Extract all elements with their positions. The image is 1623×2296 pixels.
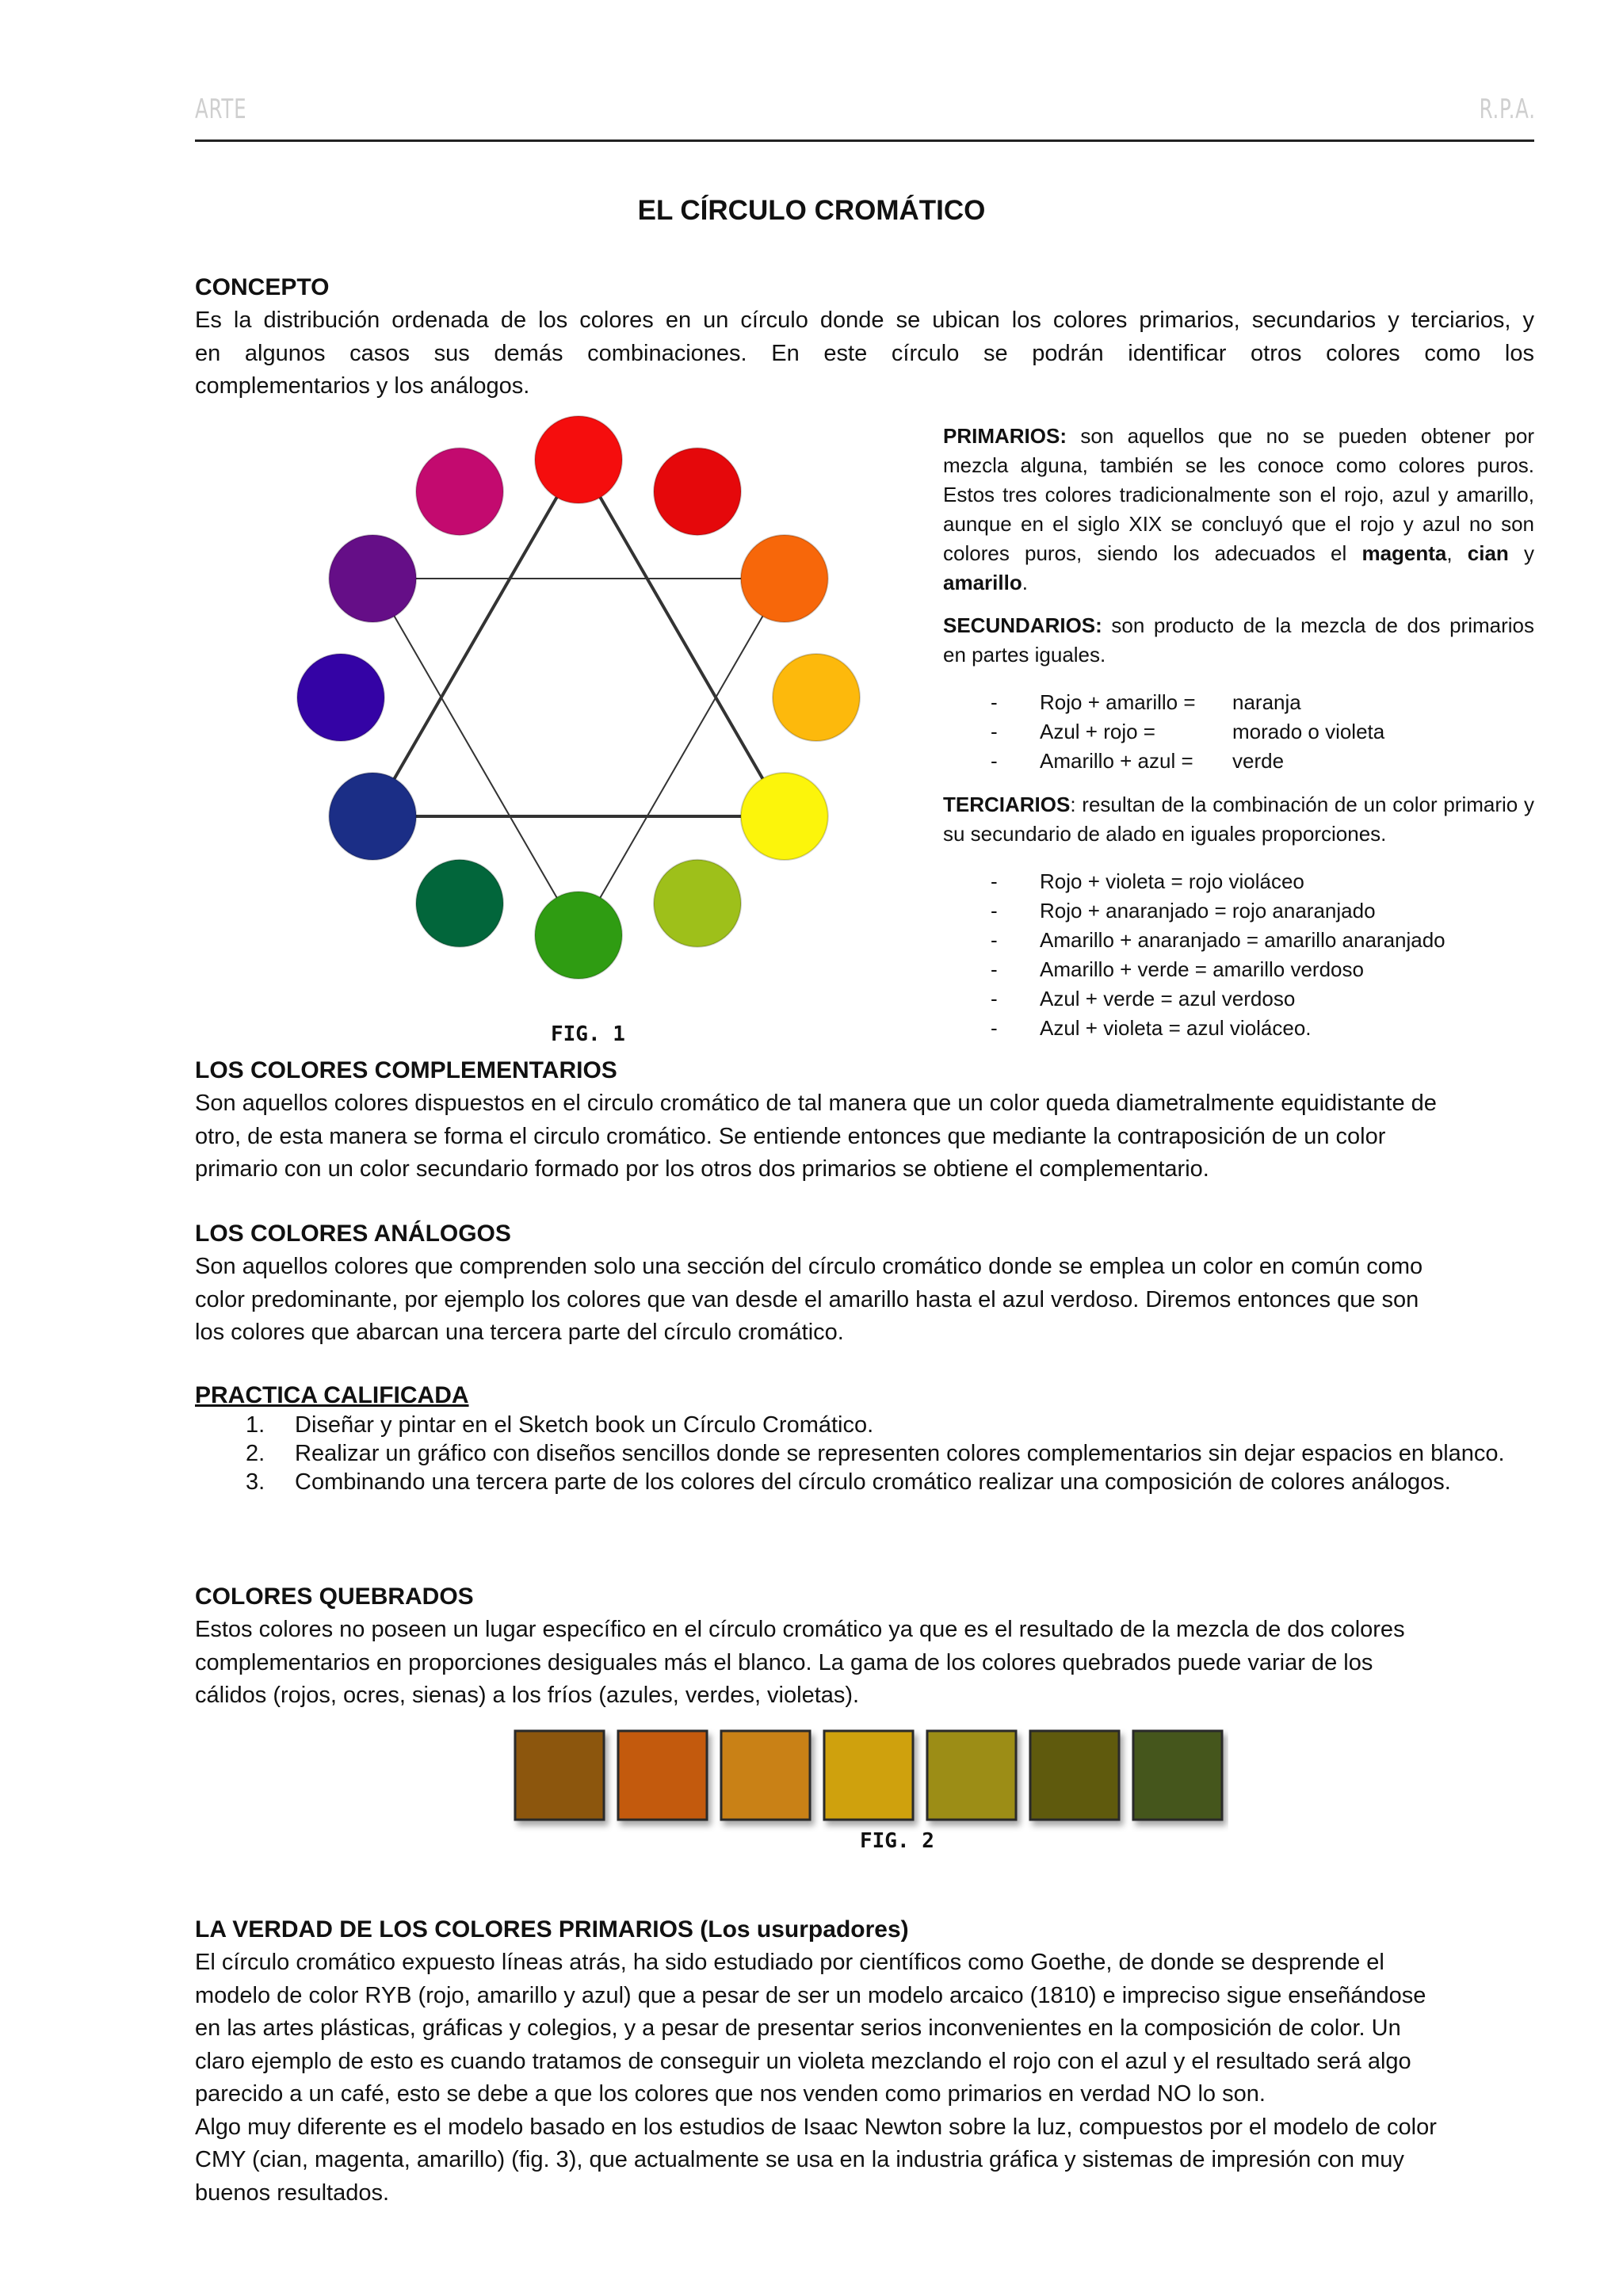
mix-formula: Rojo + violeta = rojo violáceo: [1040, 869, 1304, 893]
page-title: EL CÍRCULO CROMÁTICO: [637, 195, 986, 226]
primarios-y: y: [1508, 541, 1534, 565]
verdad-line: El círculo cromático expuesto líneas atrás, ha sido estudiado por científicos como Goethe, de donde se desprende el: [195, 1950, 1384, 1975]
color-circle: [741, 773, 828, 860]
quebrados-heading: COLORES QUEBRADOS: [195, 1584, 474, 1610]
analogos-paragraph: [195, 1251, 1534, 1350]
quebrados-paragraph: [195, 1614, 1534, 1713]
list-dash: -: [991, 987, 998, 1010]
list-dash: -: [991, 690, 998, 714]
secundarios-label: SECUNDARIOS:: [943, 613, 1102, 637]
list-item: [214, 1439, 1534, 1468]
quebrados-line: cálidos (rojos, ocres, sienas) a los fríos (azules, verdes, violetas).: [195, 1683, 860, 1708]
secundarios-paragraph: [943, 611, 1534, 670]
primarios-label: PRIMARIOS:: [943, 424, 1067, 448]
practica-list: [214, 1411, 1534, 1496]
item-text: Diseñar y pintar en el Sketch book un Círculo Cromático.: [295, 1412, 874, 1438]
list-dash: -: [991, 720, 998, 743]
mix-formula: Azul + violeta = azul violáceo.: [1040, 1016, 1312, 1040]
broken-colors-swatches: [499, 1720, 1228, 1847]
color-circles: [297, 416, 860, 979]
mix-formula: Rojo + amarillo =: [1040, 690, 1196, 714]
concepto-paragraph: [195, 304, 1534, 403]
analogos-line: los colores que abarcan una tercera parte del círculo cromático.: [195, 1320, 844, 1345]
fig1-caption: FIG. 1: [551, 1022, 625, 1046]
complementarios-heading: LOS COLORES COMPLEMENTARIOS: [195, 1057, 617, 1083]
color-swatch: [1030, 1731, 1119, 1820]
color-swatch: [1133, 1731, 1222, 1820]
terciarios-paragraph: [943, 790, 1534, 849]
color-circle: [329, 535, 416, 622]
mix-formula: Azul + rojo =: [1040, 720, 1155, 743]
star-of-david-lines: [372, 460, 785, 935]
primarios-sep: ,: [1446, 541, 1468, 565]
concepto-line: complementarios y los análogos.: [195, 373, 530, 399]
quebrados-line: complementarios en proporciones desiguales más el blanco. La gama de los colores quebrados puede variar de los: [195, 1649, 1373, 1675]
list-dash: -: [991, 899, 998, 923]
terciarios-label: TERCIARIOS: [943, 793, 1071, 816]
list-item: [214, 1468, 1534, 1496]
verdad-line: en las artes plásticas, gráficas y colegios, y a pesar de presentar serios inconvenientes en la composición de color. Un: [195, 2015, 1401, 2041]
primarios-magenta: magenta: [1361, 541, 1447, 565]
mix-formula: Amarillo + anaranjado = amarillo anaranjado: [1040, 928, 1445, 952]
list-item: [214, 1411, 1534, 1439]
chromatic-circle-figure: [277, 412, 880, 1014]
list-dash: -: [991, 1016, 998, 1040]
header-rule: [195, 139, 1534, 142]
color-circle: [741, 535, 828, 622]
primarios-cian: cian: [1467, 541, 1509, 565]
verdad-line: CMY (cian, magenta, amarillo) (fig. 3), que actualmente se usa en la industria gráfica y sistemas de impresión con muy: [195, 2147, 1404, 2172]
mix-result: morado o violeta: [1232, 720, 1385, 743]
complementarios-paragraph: [195, 1087, 1534, 1186]
complementarios-line: primario con un color secundario formado por los otros dos primarios se obtiene el complementario.: [195, 1156, 1209, 1182]
list-dash: -: [991, 869, 998, 893]
color-swatch: [618, 1731, 707, 1820]
item-number: 3.: [246, 1469, 265, 1495]
item-text: Combinando una tercera parte de los colores del círculo cromático realizar una composición de colores análogos.: [295, 1469, 1451, 1495]
color-circle: [773, 654, 860, 741]
analogos-heading: LOS COLORES ANÁLOGOS: [195, 1221, 511, 1247]
color-circle: [297, 654, 384, 741]
verdad-paragraph: [195, 1946, 1534, 2210]
mix-formula: Azul + verde = azul verdoso: [1040, 987, 1296, 1010]
color-circle: [654, 860, 741, 947]
item-number: 2.: [246, 1441, 265, 1466]
list-dash: -: [991, 928, 998, 952]
color-swatch: [721, 1731, 810, 1820]
verdad-line: Algo muy diferente es el modelo basado en los estudios de Isaac Newton sobre la luz, compuestos por el modelo de color: [195, 2114, 1437, 2140]
complementarios-line: otro, de esta manera se forma el circulo cromático. Se entiende entonces que mediante la contraposición de un color: [195, 1123, 1386, 1149]
primarios-paragraph: [943, 422, 1534, 598]
color-swatch: [515, 1731, 604, 1820]
color-circle: [654, 448, 741, 535]
item-number: 1.: [246, 1412, 265, 1438]
color-circle: [416, 860, 503, 947]
mix-result: verde: [1232, 749, 1285, 773]
complementarios-line: Son aquellos colores dispuestos en el circulo cromático de tal manera que un color queda diametralmente equidistante de: [195, 1091, 1437, 1116]
verdad-line: buenos resultados.: [195, 2179, 390, 2206]
terciarios-text: : resultan de la combinación de un color primario y su secundario de alado en iguales proporciones.: [943, 793, 1534, 846]
primarios-text: son aquellos que no se pueden obtener por mezcla alguna, también se les conoce como colores puros. Estos tres colores tradicionalmente son el rojo, azul y amarillo, aunque en el siglo XIX se concluyó que el rojo y azul no son colores puros, siendo los adecuados el: [943, 424, 1534, 565]
verdad-line: modelo de color RYB (rojo, amarillo y azul) que a pesar de ser un modelo arcaico (1810) e impreciso sigue enseñándose: [195, 1982, 1426, 2008]
color-circle: [416, 448, 503, 535]
analogos-line: Son aquellos colores que comprenden solo una sección del círculo cromático donde se emplea un color en común como: [195, 1254, 1423, 1279]
list-dash: -: [991, 957, 998, 981]
mix-formula: Amarillo + verde = amarillo verdoso: [1040, 957, 1364, 981]
quebrados-line: Estos colores no poseen un lugar específico en el círculo cromático ya que es el resultado de la mezcla de dos colores: [195, 1617, 1405, 1642]
concepto-line: Es la distribución ordenada de los colores en un círculo donde se ubican los colores primarios, secundarios y terciarios, y: [195, 308, 1534, 333]
mix-formula: Rojo + anaranjado = rojo anaranjado: [1040, 899, 1376, 923]
color-swatch: [927, 1731, 1016, 1820]
color-circle: [329, 773, 416, 860]
header-left: ARTE: [195, 94, 247, 125]
mix-result: naranja: [1232, 690, 1301, 714]
verdad-line: claro ejemplo de esto es cuando tratamos de conseguir un violeta mezclando el rojo con el azul y el resultado será algo: [195, 2048, 1411, 2074]
color-swatch: [824, 1731, 913, 1820]
secundarios-text: son producto de la mezcla de dos primarios en partes iguales.: [943, 613, 1534, 667]
analogos-line: color predominante, por ejemplo los colores que van desde el amarillo hasta el azul verdoso. Diremos entonces que son: [195, 1286, 1419, 1312]
practica-heading: PRACTICA CALIFICADA: [195, 1382, 469, 1408]
list-dash: -: [991, 749, 998, 773]
color-circle: [535, 892, 622, 979]
concepto-line: en algunos casos sus demás combinaciones. En este círculo se podrán identificar otros colores como los: [195, 340, 1534, 366]
item-text: Realizar un gráfico con diseños sencillos donde se representen colores complementarios sin dejar espacios en blanco.: [295, 1441, 1505, 1466]
mix-formula: Amarillo + azul =: [1040, 749, 1193, 773]
color-circle: [535, 416, 622, 503]
verdad-heading: LA VERDAD DE LOS COLORES PRIMARIOS (Los usurpadores): [195, 1916, 909, 1943]
header-right: R.P.A.: [1479, 94, 1536, 125]
concepto-heading: CONCEPTO: [195, 274, 330, 300]
verdad-line: parecido a un café, esto se debe a que los colores que nos venden como primarios en verdad NO lo son.: [195, 2081, 1266, 2107]
primarios-amarillo: amarillo: [943, 571, 1022, 594]
primarios-end: .: [1022, 571, 1028, 594]
fig2-caption: FIG. 2: [860, 1829, 934, 1853]
